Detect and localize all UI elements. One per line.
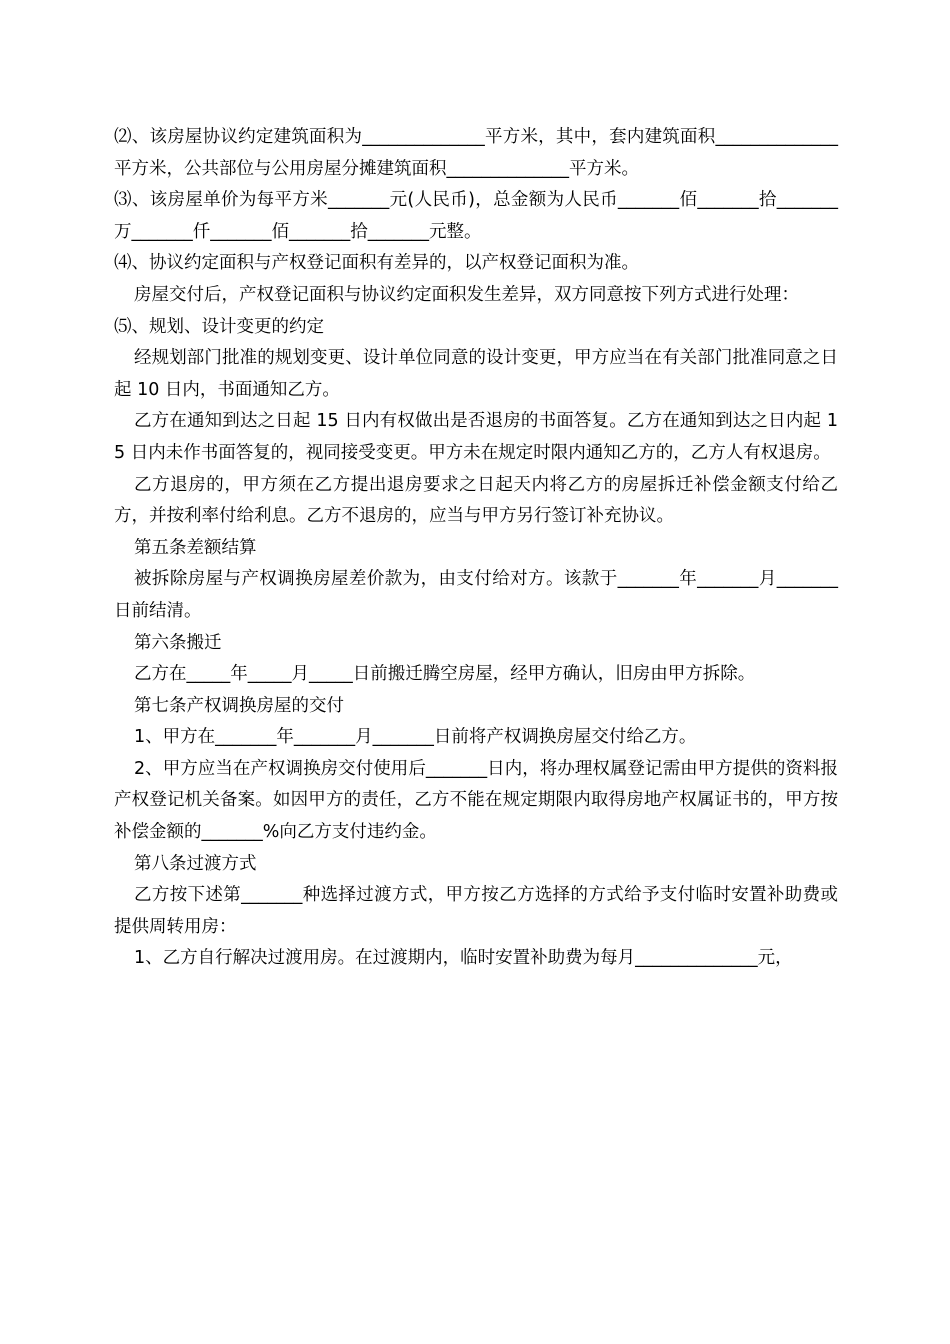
article-8-heading: 第八条过渡方式 [134,853,257,874]
handover-difference-clause: 房屋交付后，产权登记面积与协议约定面积发生差异，双方同意按下列方式进行处理： [134,284,799,305]
planning-change-title: ⑸、规划、设计变更的约定 [114,316,324,337]
article-8-item-1: 1、乙方自行解决过渡用房。在过渡期内，临时安置补助费为每月______________元， [134,948,793,969]
area-difference-clause: ⑷、协议约定面积与产权登记面积有差异的，以产权登记面积为准。 [114,253,639,274]
article-7-item-1: 1、甲方在_______年_______月_______日前将产权调换房屋交付给乙方。 [134,727,697,748]
article-7-item-2: 2、甲方应当在产权调换房交付使用后_______日内，将办理权属登记需由甲方提供的资料报产权登记机关备案。如因甲方的责任，乙方不能在规定期限内取得房地产权属证书的，甲方按补偿金额的_______%向乙方支付违约金。 [114,758,838,843]
article-6-body: 乙方在_____年_____月_____日前搬迁腾空房屋，经甲方确认，旧房由甲方拆除。 [134,664,756,685]
article-6-heading: 第六条搬迁 [134,632,222,653]
planning-change-reply: 乙方在通知到达之日起 15 日内有权做出是否退房的书面答复。乙方在通知到达之日内起 15 日内未作书面答复的，视同接受变更。甲方未在规定时限内通知乙方的，乙方人有权退房。 [114,411,838,463]
document-page [114,122,838,975]
planning-change-refund: 乙方退房的，甲方须在乙方提出退房要求之日起天内将乙方的房屋拆迁补偿金额支付给乙方，并按利率付给利息。乙方不退房的，应当与甲方另行签订补充协议。 [114,474,838,527]
article-7-heading: 第七条产权调换房屋的交付 [134,695,344,716]
price-clause: ⑶、该房屋单价为每平方米_______元(人民币)，总金额为人民币_______佰_______拾_______万_______仟_______佰_______拾_______元整。 [114,190,838,242]
article-8-body: 乙方按下述第_______种选择过渡方式，甲方按乙方选择的方式给予支付临时安置补助费或提供周转用房： [114,885,838,937]
planning-change-notice: 经规划部门批准的规划变更、设计单位同意的设计变更，甲方应当在有关部门批准同意之日起 10 日内，书面通知乙方。 [114,348,838,400]
article-5-heading: 第五条差额结算 [134,537,257,558]
article-5-body: 被拆除房屋与产权调换房屋差价款为，由支付给对方。该款于_______年_______月_______日前结清。 [114,569,838,621]
area-clause: ⑵、该房屋协议约定建筑面积为______________平方米，其中，套内建筑面积______________平方米，公共部位与公用房屋分摊建筑面积______________平方米。 [114,127,838,179]
